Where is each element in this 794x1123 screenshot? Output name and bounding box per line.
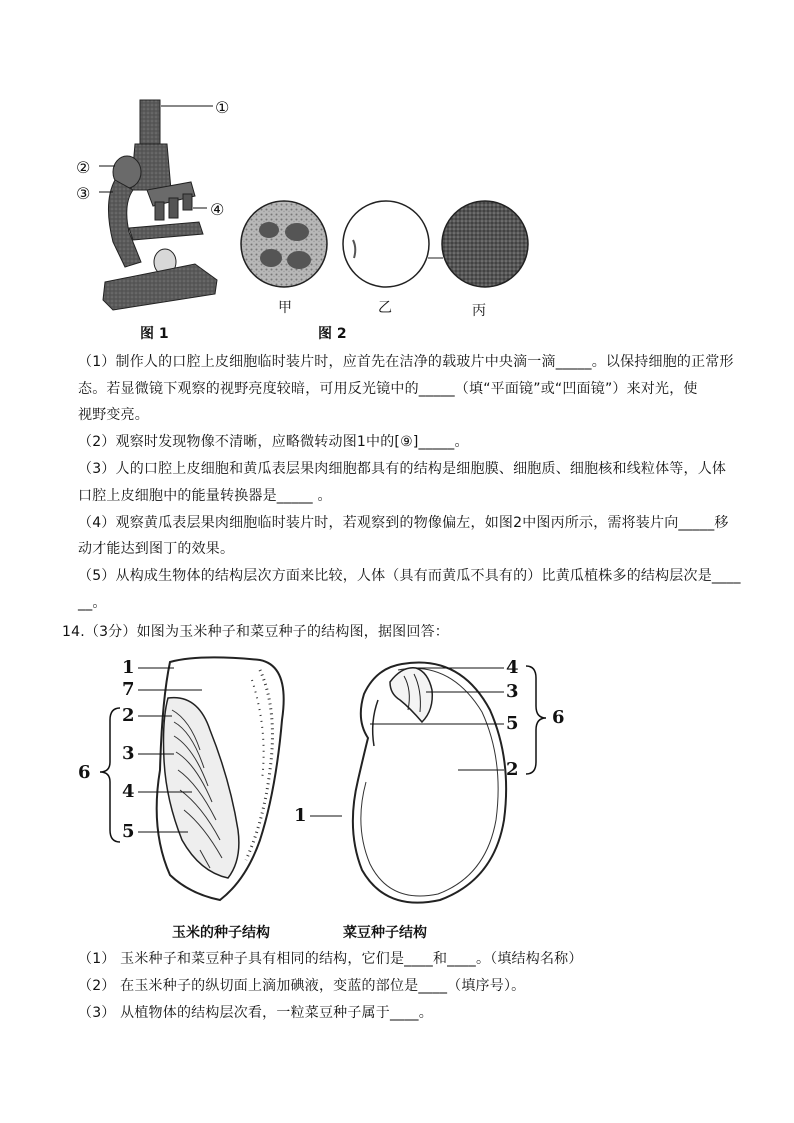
bean-label-3: 3 — [506, 681, 519, 702]
bean-label-1: 1 — [294, 805, 307, 826]
figure-1-caption: 图 1 — [140, 326, 169, 342]
bean-seed-caption: 菜豆种子结构 — [343, 925, 427, 941]
corn-label-6: 6 — [78, 762, 91, 783]
bean-label-2: 2 — [506, 759, 519, 780]
bean-label-6: 6 — [552, 707, 565, 728]
arm — [108, 180, 141, 267]
label-circled-3: ③ — [76, 184, 91, 203]
q13-line-7: （4）观察黄瓜表层果肉细胞临时装片时，若观察到的物像偏左，如图2中图丙所示，需将装片向_____移 — [78, 515, 729, 531]
cell-blob — [287, 251, 311, 269]
base — [103, 264, 217, 310]
corn-label-7: 7 — [122, 679, 135, 700]
view-label-yi: 乙 — [378, 300, 392, 316]
label-circled-4: ④ — [210, 200, 225, 219]
q14-line-3: （3） 从植物体的结构层次看，一粒菜豆种子属于____。 — [78, 1005, 433, 1021]
view-bing — [442, 201, 528, 287]
cell-blob — [260, 249, 282, 267]
objective — [155, 202, 164, 220]
corn-label-5: 5 — [122, 821, 135, 842]
q14-title: 14.（3分）如图为玉米种子和菜豆种子的结构图，据图回答： — [62, 624, 449, 640]
label-circled-1: ① — [215, 98, 230, 117]
q14-line-1: （1） 玉米种子和菜豆种子具有相同的结构，它们是____和____。（填结构名称） — [78, 951, 583, 967]
q13-line-3: 视野变亮。 — [78, 407, 149, 423]
q13-line-10: __。 — [78, 595, 107, 611]
stage — [129, 222, 203, 240]
view-yi — [343, 201, 429, 287]
corn-brace — [100, 708, 120, 842]
q13-line-1: （1）制作人的口腔上皮细胞临时装片时，应首先在洁净的载玻片中央滴一滴_____。以保持细胞的正常形 — [78, 354, 734, 370]
q13-line-5: （3）人的口腔上皮细胞和黄瓜表层果肉细胞都具有的结构是细胞膜、细胞质、细胞核和线粒体等，人体 — [78, 461, 727, 477]
corn-label-2: 2 — [122, 705, 135, 726]
view-label-jia: 甲 — [278, 300, 292, 316]
corn-seed-figure — [70, 650, 310, 920]
cell-blob — [285, 223, 309, 241]
objective — [169, 198, 178, 218]
figure-2-caption: 图 2 — [318, 326, 347, 342]
q14-line-2: （2） 在玉米种子的纵切面上滴加碘液，变蓝的部位是____（填序号）。 — [78, 978, 526, 994]
bean-label-4: 4 — [506, 657, 519, 678]
bean-brace — [526, 666, 546, 774]
bean-label-5: 5 — [506, 713, 519, 734]
q13-line-4: （2）观察时发现物像不清晰，应略微转动图1中的[⑨]_____。 — [78, 434, 469, 450]
objective — [183, 194, 192, 210]
q13-line-2: 态。若显微镜下观察的视野亮度较暗，可用反光镜中的_____（填“平面镜”或“凹面镜”）来对光，使 — [78, 381, 698, 397]
q13-line-9: （5）从构成生物体的结构层次方面来比较，人体（具有而黄瓜不具有的）比黄瓜植株多的结构层次是____ — [78, 568, 741, 584]
view-label-bing: 丙 — [472, 303, 486, 319]
corn-seed-caption: 玉米的种子结构 — [172, 925, 270, 941]
eyepiece — [140, 100, 160, 146]
label-circled-2: ② — [76, 158, 91, 177]
cell-blob — [259, 222, 279, 238]
view-jia — [241, 201, 327, 287]
bean-seed-figure — [290, 650, 570, 920]
q13-line-6: 口腔上皮细胞中的能量转换器是_____ 。 — [78, 488, 332, 504]
microscope-views-figure — [235, 198, 535, 293]
corn-label-3: 3 — [122, 743, 135, 764]
q13-line-8: 动才能达到图丁的效果。 — [78, 541, 235, 557]
corn-label-4: 4 — [122, 781, 135, 802]
corn-label-1: 1 — [122, 657, 135, 678]
